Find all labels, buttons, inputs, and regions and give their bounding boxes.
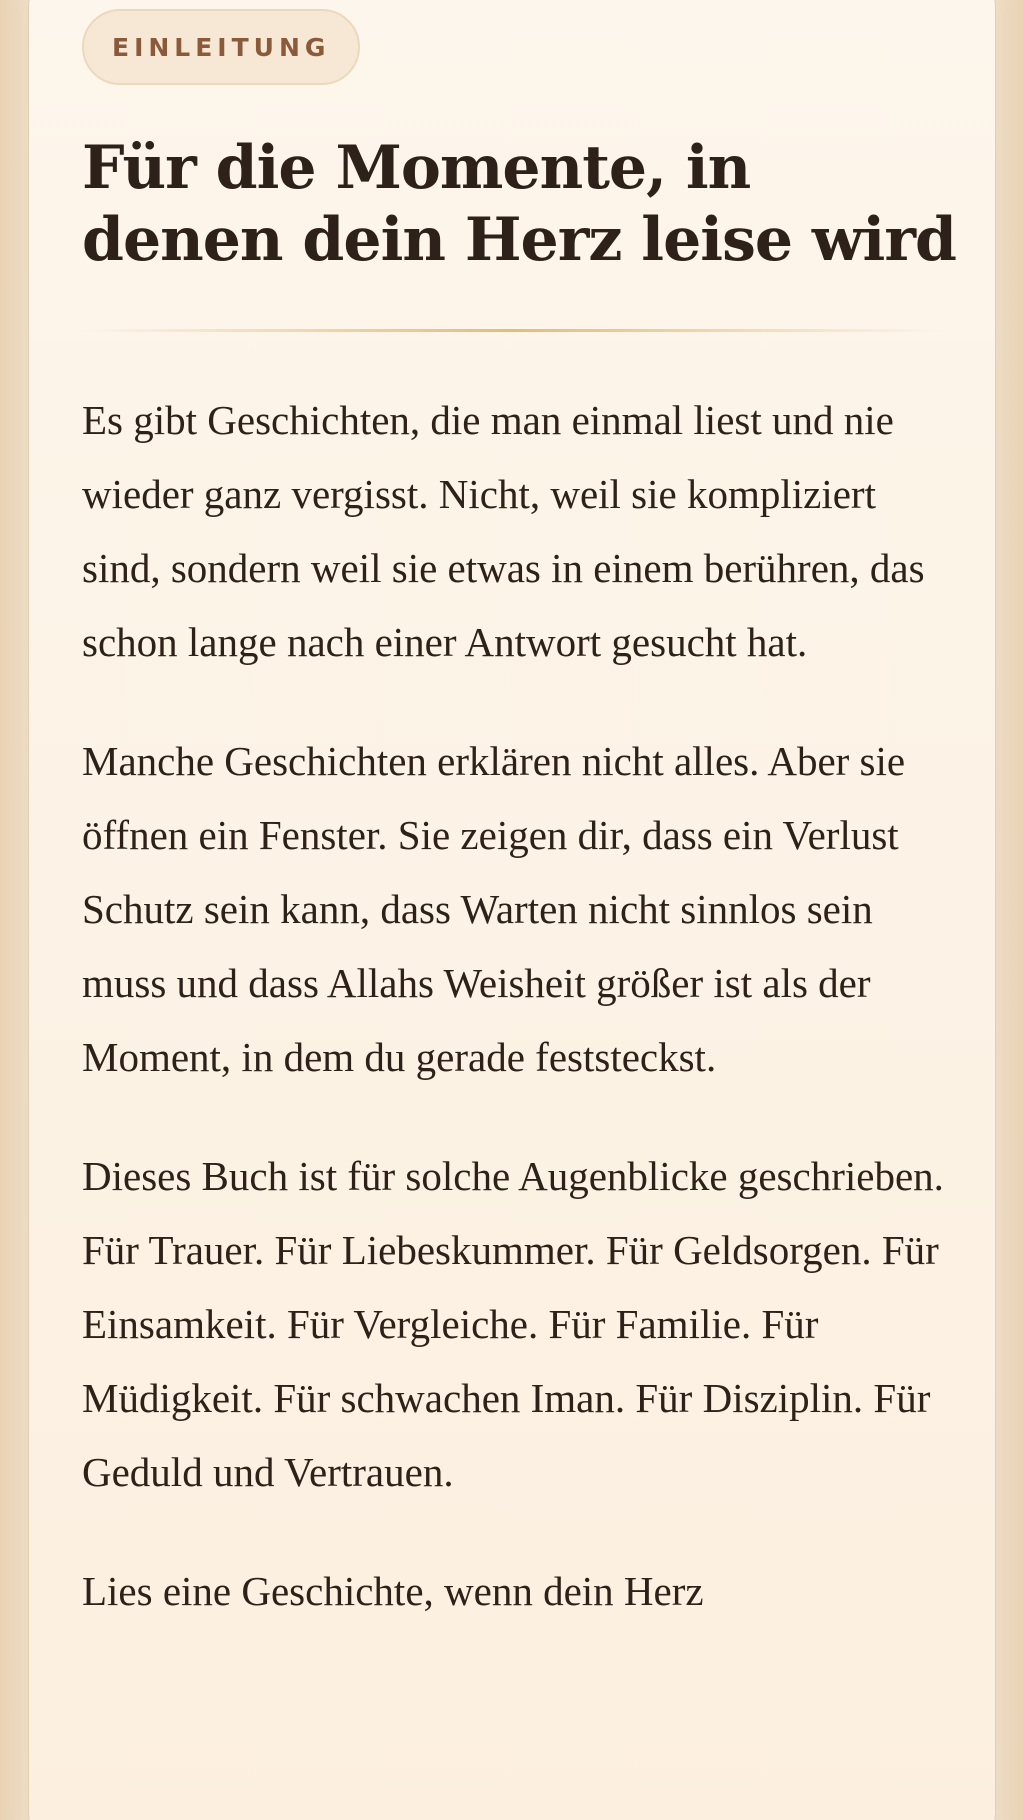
paragraph: Manche Geschichten erklären nicht alles. Aber sie öffnen ein Fenster. Sie zeigen dir, dass ein Verlust Schutz sein kann, dass Warten nicht sinnlos sein muss und dass Allahs Weisheit größer ist als der Moment, in dem du gerade feststeckst. — [82, 738, 906, 1080]
chapter-badge: EINLEITUNG — [82, 9, 360, 85]
paragraph: Dieses Buch ist für solche Augenblicke geschrieben. Für Trauer. Für Liebeskummer. Für Geldsorgen. Für Einsamkeit. Für Vergleiche. Für Familie. Für Müdigkeit. Für schwachen Iman. Für Disziplin. Für Geduld und Vertrauen. — [82, 1153, 944, 1495]
chapter-title: Für die Momente, in denen dein Herz leise wird — [82, 133, 956, 275]
chapter-body — [82, 383, 962, 1673]
paragraph: Es gibt Geschichten, die man einmal liest und nie wieder ganz vergisst. Nicht, weil sie kompliziert sind, sondern weil sie etwas in einem berühren, das schon lange nach einer Antwort gesucht hat. — [82, 397, 925, 665]
title-divider — [82, 329, 942, 332]
paragraph: Lies eine Geschichte, wenn dein Herz — [82, 1568, 704, 1614]
